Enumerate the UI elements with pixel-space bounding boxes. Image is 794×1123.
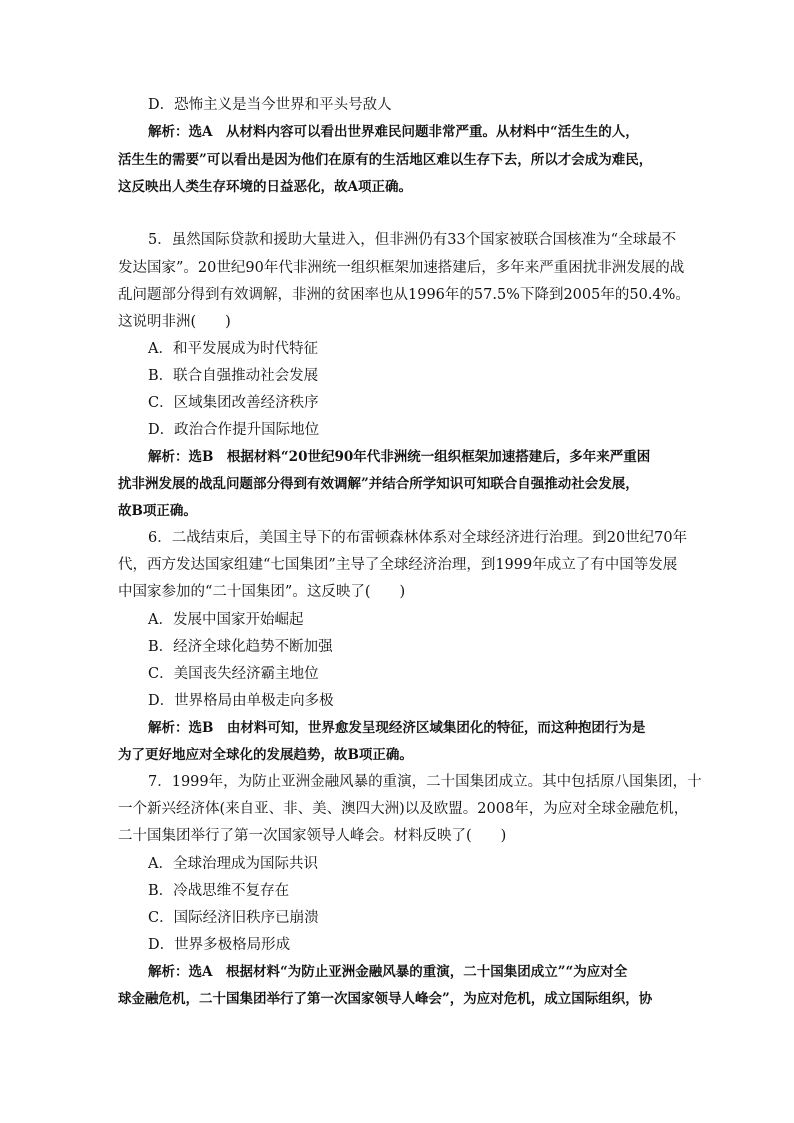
q7-option-b: B．冷战思维不复存在	[148, 883, 290, 899]
q5-analysis-line: 故B项正确。	[118, 503, 197, 519]
q7-option-a: A．全球治理成为国际共识	[148, 856, 318, 872]
q7-stem-line: 7．1999年，为防止亚洲金融风暴的重演，二十国集团成立。其中包括原八国集团，十	[148, 774, 702, 790]
q6-option-b: B．经济全球化趋势不断加强	[148, 639, 333, 655]
q4-analysis-line: 这反映出人类生存环境的日益恶化，故A项正确。	[118, 179, 412, 195]
q7-stem-line: 二十国集团举行了第一次国家领导人峰会。材料反映了( )	[118, 828, 507, 844]
q5-analysis-line: 扰非洲发展的战乱问题部分得到有效调解”并结合所学知识可知联合自强推动社会发展，	[118, 476, 639, 492]
q7-option-d: D．世界多极格局形成	[148, 937, 291, 953]
q7-analysis-line: 球金融危机，二十国集团举行了第一次国家领导人峰会”，为应对危机，成立国际组织，协	[118, 991, 653, 1007]
q6-stem-line: 中国家参加的“二十国集团”。这反映了( )	[118, 584, 406, 600]
q5-stem-line: 乱问题部分得到有效调解，非洲的贫困率也从1996年的57.5%下降到2005年的50.4%。	[118, 287, 690, 303]
q5-analysis-line: 解析：选B 根据材料“20世纪90年代非洲统一组织框架加速搭建后，多年来严重困	[148, 449, 651, 465]
q4-option-d: D．恐怖主义是当今世界和平头号敌人	[148, 97, 392, 113]
q6-stem-line: 6．二战结束后，美国主导下的布雷顿森林体系对全球经济进行治理。到20世纪70年	[148, 530, 688, 546]
q6-option-d: D．世界格局由单极走向多极	[148, 693, 334, 709]
q4-analysis-line: 活生生的需要”可以看出是因为他们在原有的生活地区难以生存下去，所以才会成为难民，	[118, 152, 653, 168]
q4-analysis-line: 解析：选A 从材料内容可以看出世界难民问题非常严重。从材料中“活生生的人，	[148, 124, 639, 140]
q5-stem-line: 发达国家”。20世纪90年代非洲统一组织框架加速搭建后，多年来严重困扰非洲发展的战	[118, 260, 685, 276]
q7-option-c: C．国际经济旧秩序已崩溃	[148, 910, 319, 926]
q6-analysis-line: 为了更好地应对全球化的发展趋势，故B项正确。	[118, 747, 413, 763]
q5-stem-line: 这说明非洲( )	[118, 314, 231, 330]
q5-option-c: C．区域集团改善经济秩序	[148, 395, 319, 411]
q5-stem-line: 5．虽然国际贷款和援助大量进入，但非洲仍有33个国家被联合国核准为“全球最不	[148, 232, 677, 248]
q5-option-d: D．政治合作提升国际地位	[148, 422, 320, 438]
q5-option-b: B．联合自强推动社会发展	[148, 368, 319, 384]
q7-stem-line: 一个新兴经济体(来自亚、非、美、澳四大洲)以及欧盟。2008年，为应对全球金融危机，	[118, 801, 689, 817]
q7-analysis-line: 解析：选A 根据材料“为防止亚洲金融风暴的重演，二十国集团成立”“为应对全	[148, 964, 628, 980]
q6-analysis-line: 解析：选B 由材料可知，世界愈发呈现经济区域集团化的特征，而这种抱团行为是	[148, 720, 646, 736]
q6-option-a: A．发展中国家开始崛起	[148, 612, 304, 628]
q5-option-a: A．和平发展成为时代特征	[148, 341, 318, 357]
q6-stem-line: 代，西方发达国家组建“七国集团”主导了全球经济治理，到1999年成立了有中国等发展	[118, 557, 678, 573]
q6-option-c: C．美国丧失经济霸主地位	[148, 666, 319, 682]
